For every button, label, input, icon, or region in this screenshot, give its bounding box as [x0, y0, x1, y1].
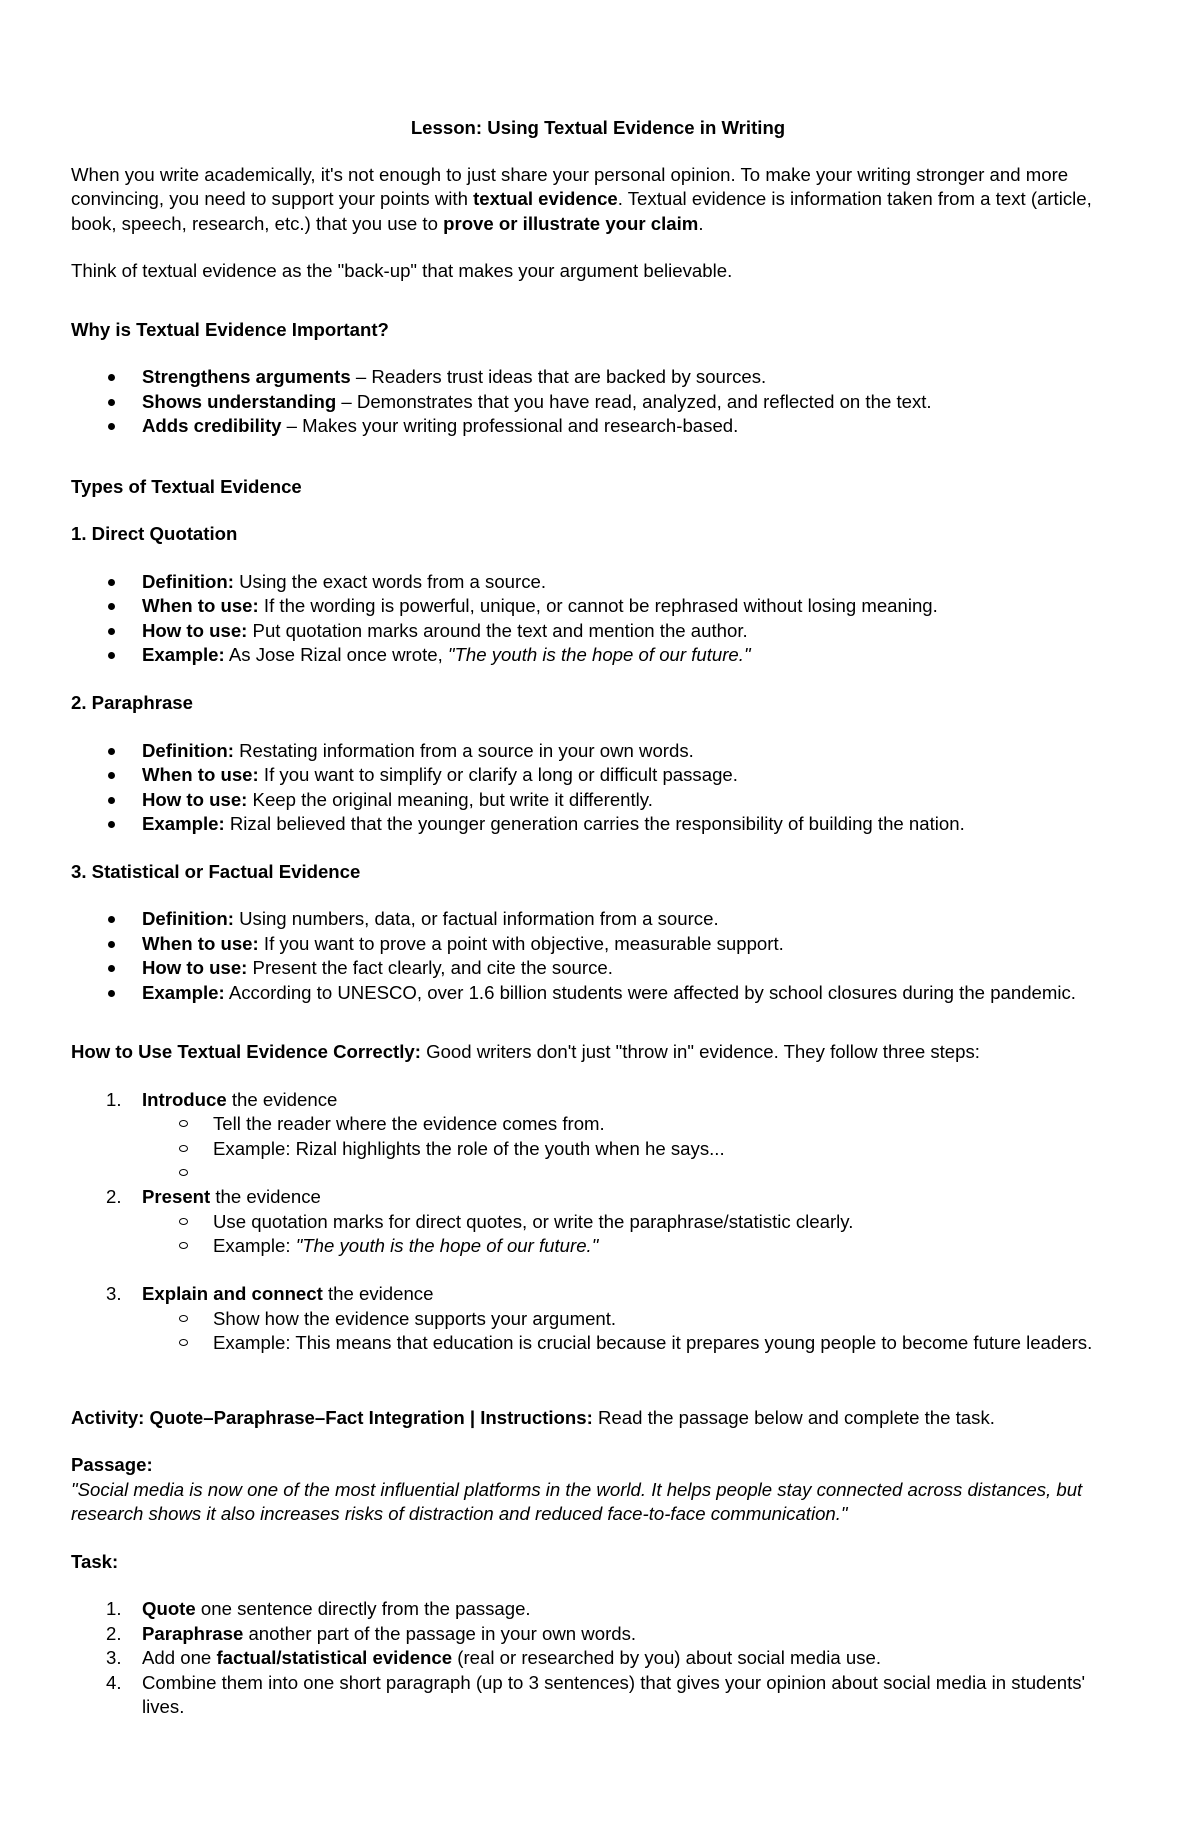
task-list: [71, 1597, 1105, 1720]
sub-item: Example: This means that education is crucial because it prepares young people to become future leaders.: [213, 1331, 1105, 1356]
list-item: [142, 390, 1105, 415]
sub-item-text: Example:: [213, 1235, 296, 1257]
item-text: Present the fact clearly, and cite the source.: [247, 957, 613, 979]
item-text: If the wording is powerful, unique, or cannot be rephrased without losing meaning.: [258, 595, 938, 617]
statistical-heading: 3. Statistical or Factual Evidence: [71, 860, 361, 882]
item-text: Put quotation marks around the text and mention the author.: [247, 619, 748, 641]
backup-paragraph: Think of textual evidence as the "back-up" that makes your argument believable.: [71, 260, 733, 282]
item-text: – Readers trust ideas that are backed by sources.: [350, 366, 767, 388]
direct-quotation-heading: 1. Direct Quotation: [71, 523, 238, 545]
list-item: [142, 907, 1105, 932]
item-text: If you want to prove a point with objective, measurable support.: [258, 932, 784, 954]
item-text: Rizal believed that the younger generation carries the responsibility of building the nation.: [224, 813, 965, 835]
step-item: [106, 1185, 1105, 1259]
activity-text: Read the passage below and complete the task.: [592, 1406, 995, 1428]
how-to-paragraph: [71, 1040, 1105, 1065]
item-text: – Demonstrates that you have read, analyzed, and reflected on the text.: [336, 390, 932, 412]
sub-item: Tell the reader where the evidence comes from.: [213, 1112, 1105, 1137]
step-number: 3.: [106, 1283, 122, 1304]
item-text: Using numbers, data, or factual information from a source.: [233, 908, 719, 930]
list-item: [142, 365, 1105, 390]
intro-text-2: . Textual evidence is information taken from a text (article, book, speech, research, etc.) that you use to: [71, 188, 1092, 234]
task-text: Combine them into one short paragraph (up to 3 sentences) that gives your opinion about social media in students' lives.: [142, 1671, 1086, 1718]
step-item: [106, 1282, 1105, 1356]
task-number: 3.: [106, 1647, 122, 1669]
item-term: Example:: [142, 813, 225, 835]
intro-text-1: When you write academically, it's not enough to just share your personal opinion. To make your writing stronger and more convincing, you need to support your points with: [71, 163, 1069, 210]
item-term: How to use:: [142, 788, 248, 810]
task-number: 1.: [106, 1598, 122, 1620]
step-sublist: [142, 1210, 1105, 1259]
sub-item: Use quotation marks for direct quotes, or write the paraphrase/statistic clearly.: [213, 1210, 1105, 1235]
step-number: 2.: [106, 1186, 122, 1208]
task-text: another part of the passage in your own words.: [243, 1622, 637, 1644]
direct-quotation-list: [71, 570, 1105, 668]
task-label: Task:: [71, 1550, 119, 1572]
list-item: [142, 932, 1105, 957]
item-term: Definition:: [142, 570, 234, 592]
item-term: When to use:: [142, 932, 259, 954]
step-number: 1.: [106, 1088, 122, 1110]
task-term: factual/statistical evidence: [216, 1647, 453, 1669]
step-term: Explain and connect: [142, 1283, 323, 1304]
task-item: [106, 1671, 1105, 1720]
step-text: the evidence: [210, 1186, 321, 1208]
activity-lead: Activity: Quote–Paraphrase–Fact Integration | Instructions:: [71, 1406, 593, 1428]
sub-item: Example: Rizal highlights the role of the youth when he says...: [213, 1137, 1105, 1162]
passage-label: Passage:: [71, 1454, 153, 1476]
step-term: Introduce: [142, 1088, 227, 1110]
how-to-steps: [71, 1088, 1105, 1356]
intro-bold-2: prove or illustrate your claim: [443, 212, 699, 234]
task-number: 4.: [106, 1671, 122, 1693]
list-item: [142, 956, 1105, 981]
paraphrase-list: [71, 739, 1105, 837]
step-text: the evidence: [322, 1283, 434, 1304]
activity-paragraph: [71, 1406, 1105, 1431]
item-term: Shows understanding: [142, 390, 337, 412]
task-term: Paraphrase: [142, 1622, 244, 1644]
sub-item-quote: "The youth is the hope of our future.": [295, 1235, 599, 1257]
task-text: (real or researched by you) about social media use.: [452, 1647, 882, 1669]
sub-item: [213, 1234, 1105, 1259]
step-sublist: [142, 1112, 1105, 1185]
item-term: Example:: [142, 644, 225, 666]
why-list: [71, 365, 1105, 439]
list-item: [142, 414, 1105, 439]
item-text: Restating information from a source in your own words.: [233, 739, 694, 761]
intro-text-3: .: [698, 212, 704, 234]
sub-item: Show how the evidence supports your argument.: [213, 1307, 1105, 1332]
item-text: If you want to simplify or clarify a long or difficult passage.: [258, 764, 738, 786]
item-term: Adds credibility: [142, 415, 282, 437]
how-to-lead: How to Use Textual Evidence Correctly:: [71, 1041, 421, 1063]
list-item: [142, 981, 1105, 1006]
list-item: [142, 619, 1105, 644]
item-term: How to use:: [142, 957, 248, 979]
item-term: Definition:: [142, 739, 234, 761]
item-term: Definition:: [142, 908, 234, 930]
step-text: the evidence: [226, 1088, 338, 1110]
why-heading: Why is Textual Evidence Important?: [71, 318, 389, 340]
item-quote: "The youth is the hope of our future.": [447, 644, 751, 666]
step-sublist: [142, 1307, 1105, 1356]
sub-item: [213, 1161, 1105, 1185]
passage-text: "Social media is now one of the most influential platforms in the world. It helps people stay connected across distances, but research shows it also increases risks of distraction and reduced face-to-face communication.": [71, 1478, 1083, 1525]
list-item: [142, 812, 1105, 837]
list-item: [142, 594, 1105, 619]
item-term: When to use:: [142, 595, 259, 617]
task-text: one sentence directly from the passage.: [195, 1598, 531, 1620]
item-term: When to use:: [142, 764, 259, 786]
list-item: [142, 763, 1105, 788]
statistical-list: [71, 907, 1105, 1005]
item-term: Example:: [142, 981, 225, 1003]
task-pre: Add one: [142, 1647, 217, 1669]
list-item: [142, 643, 1105, 668]
list-item: [142, 788, 1105, 813]
item-text: – Makes your writing professional and research-based.: [281, 415, 739, 437]
task-term: Quote: [142, 1598, 196, 1620]
task-item: [106, 1646, 1105, 1671]
intro-paragraph: [71, 163, 1105, 237]
task-number: 2.: [106, 1622, 122, 1644]
task-item: [106, 1622, 1105, 1647]
item-term: How to use:: [142, 619, 248, 641]
paraphrase-heading: 2. Paraphrase: [71, 691, 193, 713]
item-text: As Jose Rizal once wrote,: [224, 644, 448, 666]
step-item: [106, 1088, 1105, 1186]
task-item: [106, 1597, 1105, 1622]
intro-bold-1: textual evidence: [473, 188, 618, 210]
step-term: Present: [142, 1186, 211, 1208]
types-heading: Types of Textual Evidence: [71, 475, 302, 497]
item-text: Using the exact words from a source.: [233, 570, 547, 592]
how-to-text: Good writers don't just "throw in" evidence. They follow three steps:: [420, 1041, 980, 1063]
item-text: According to UNESCO, over 1.6 billion students were affected by school closures during the pandemic.: [224, 981, 1076, 1003]
page-title: Lesson: Using Textual Evidence in Writing: [410, 117, 786, 138]
list-item: [142, 739, 1105, 764]
item-term: Strengthens arguments: [142, 366, 351, 388]
list-item: [142, 570, 1105, 595]
item-text: Keep the original meaning, but write it differently.: [247, 788, 653, 810]
